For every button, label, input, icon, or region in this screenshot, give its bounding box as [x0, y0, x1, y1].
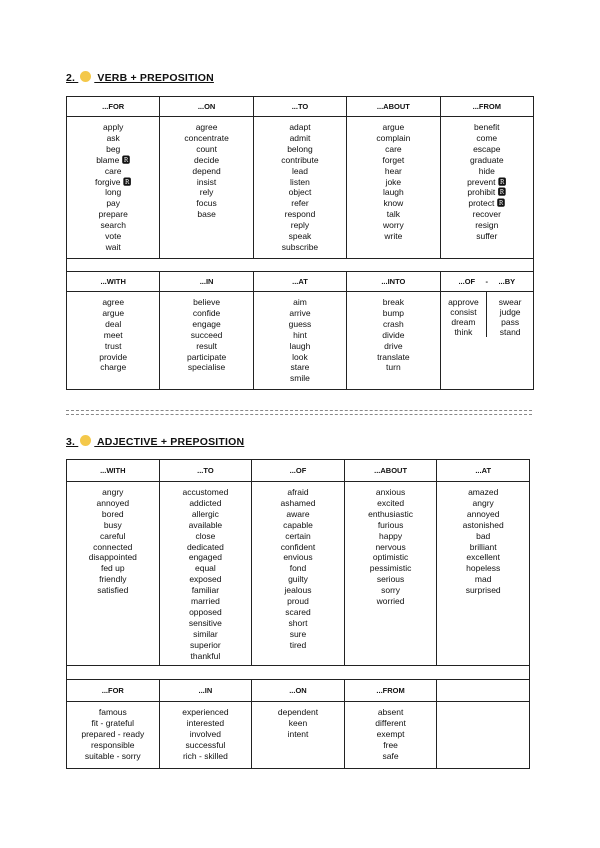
list-item: suffer: [476, 231, 498, 242]
list-item: aim: [293, 297, 307, 307]
list-item: bad: [476, 530, 491, 541]
list-item: engage: [192, 318, 221, 329]
word-list: [253, 292, 346, 390]
split-word-list: [440, 292, 533, 390]
column-header: ...IN: [159, 680, 252, 702]
list-item: insist: [196, 176, 217, 187]
list-item: apply: [103, 122, 124, 132]
list-item: admit: [289, 132, 311, 143]
list-item: responsible: [91, 739, 135, 750]
list-item: protect 🆁: [468, 198, 506, 209]
word-list: [252, 482, 345, 666]
list-item: friendly: [99, 574, 127, 585]
list-item: benefit: [474, 122, 500, 132]
list-item: long: [105, 187, 122, 198]
list-item: pay: [106, 198, 121, 209]
word-list: [67, 482, 160, 666]
column-header: ...ABOUT: [344, 460, 437, 482]
list-item: dedicated: [186, 541, 224, 552]
list-item: certain: [285, 530, 311, 541]
list-item: busy: [103, 519, 122, 530]
list-item: drive: [384, 340, 403, 351]
list-item: disappointed: [88, 552, 137, 563]
list-item: opposed: [189, 606, 222, 617]
list-item: consist: [450, 307, 477, 317]
word-list: [252, 702, 345, 769]
word-list: [67, 702, 160, 769]
table-gap-row: [67, 259, 534, 272]
list-item: hear: [384, 165, 402, 176]
list-item: hide: [478, 165, 495, 176]
list-item: allergic: [191, 508, 219, 519]
list-item: available: [188, 519, 223, 530]
list-item: close: [195, 530, 216, 541]
list-item: different: [375, 717, 406, 728]
word-list: [160, 117, 253, 259]
list-item: prepared - ready: [81, 728, 145, 739]
list-item: safe: [382, 750, 399, 761]
list-item: prohibit 🆁: [467, 187, 507, 198]
word-list: [440, 117, 533, 259]
list-item: brilliant: [469, 541, 497, 552]
list-item: dream: [451, 317, 476, 327]
list-item: care: [385, 143, 402, 154]
word-list: [347, 117, 440, 259]
word-list-of: [441, 292, 487, 337]
list-item: depend: [192, 165, 221, 176]
column-header: ...FOR: [67, 97, 160, 117]
table-list-row: [67, 292, 534, 390]
list-item: thankful: [190, 650, 221, 661]
section-number: 3. ADJECTIVE + PREPOSITION: [66, 436, 245, 448]
list-item: anxious: [375, 487, 406, 497]
list-item: tired: [289, 639, 307, 650]
list-item: participate: [186, 351, 227, 362]
column-header: ...IN: [160, 272, 253, 292]
word-list: [160, 292, 253, 390]
column-header-empty: [437, 680, 530, 702]
list-item: specialise: [187, 362, 226, 373]
list-item: absent: [377, 707, 404, 717]
list-item: intent: [287, 728, 309, 739]
list-item: mad: [474, 574, 492, 585]
list-item: respond: [284, 209, 316, 220]
list-item: agree: [102, 297, 125, 307]
list-item: prevent 🆁: [467, 176, 507, 187]
word-list: [253, 117, 346, 259]
column-header: ...ON: [252, 680, 345, 702]
list-item: afraid: [287, 487, 309, 497]
list-item: amazed: [468, 487, 499, 497]
column-header: ...ABOUT: [347, 97, 440, 117]
list-item: guilty: [288, 574, 308, 585]
list-item: swear: [498, 297, 522, 307]
list-item: exposed: [189, 574, 222, 585]
list-item: capable: [283, 519, 313, 530]
list-item: focus: [196, 198, 217, 209]
list-item: rely: [199, 187, 214, 198]
flower-icon: [80, 71, 91, 82]
list-item: argue: [102, 307, 125, 318]
verb-preposition-table: [66, 96, 534, 390]
column-header: ...TO: [159, 460, 252, 482]
table-header-row: [67, 272, 534, 292]
list-item: rich - skilled: [182, 750, 228, 761]
list-item: argue: [382, 122, 405, 132]
spacer: [67, 666, 530, 680]
list-item: forget: [382, 154, 405, 165]
verb-section-title: [66, 71, 214, 84]
table-header-row: [67, 460, 530, 482]
list-item: ask: [106, 132, 120, 143]
list-item: angry: [102, 487, 124, 497]
list-item: recover: [472, 209, 501, 220]
list-item: look: [292, 351, 308, 362]
column-header: ...WITH: [67, 272, 160, 292]
column-header: ...FOR: [67, 680, 160, 702]
list-item: stand: [499, 327, 521, 337]
list-item: suitable - sorry: [84, 750, 141, 761]
list-item: speak: [288, 231, 312, 242]
list-item: sensitive: [188, 617, 222, 628]
list-item: guess: [288, 318, 312, 329]
column-header: ...INTO: [347, 272, 440, 292]
list-item: joke: [385, 176, 402, 187]
list-item: meet: [103, 329, 123, 340]
list-item: hint: [293, 329, 307, 340]
list-item: surprised: [465, 585, 501, 596]
list-item: know: [383, 198, 404, 209]
list-item: fit - grateful: [91, 717, 135, 728]
list-item: concentrate: [184, 132, 229, 143]
list-item: deal: [105, 318, 122, 329]
list-item: similar: [193, 628, 218, 639]
list-item: worried: [376, 596, 405, 607]
list-item: graduate: [470, 154, 504, 165]
list-item: free: [383, 739, 398, 750]
list-item: angry: [472, 497, 494, 508]
list-item: happy: [378, 530, 403, 541]
list-item: write: [384, 231, 403, 242]
list-item: care: [104, 165, 122, 176]
list-item: think: [454, 327, 473, 337]
table-list-row: [67, 702, 530, 769]
list-item: prepare: [98, 209, 128, 220]
list-item: bored: [101, 508, 124, 519]
list-item: lead: [291, 165, 309, 176]
list-item: adapt: [289, 122, 311, 132]
list-item: experienced: [182, 707, 229, 717]
column-header: ...WITH: [67, 460, 160, 482]
table-list-row: [67, 117, 534, 259]
list-item: connected: [93, 541, 133, 552]
list-item: nervous: [375, 541, 406, 552]
list-item: envious: [283, 552, 313, 563]
list-item: successful: [185, 739, 226, 750]
list-item: pessimistic: [369, 563, 412, 574]
list-item: wait: [105, 241, 121, 252]
list-item: decide: [194, 154, 220, 165]
list-item: familiar: [191, 585, 220, 596]
list-item: furious: [377, 519, 404, 530]
adjective-preposition-table: [66, 459, 530, 769]
list-item: jealous: [284, 585, 312, 596]
list-item: confide: [192, 307, 221, 318]
list-item: trust: [104, 340, 122, 351]
word-list: [159, 482, 252, 666]
list-item: involved: [189, 728, 221, 739]
list-item: pass: [501, 317, 520, 327]
list-item: sorry: [381, 585, 401, 596]
list-item: belong: [287, 143, 313, 154]
list-item: excellent: [466, 552, 500, 563]
list-item: stare: [290, 362, 310, 373]
list-item: base: [197, 209, 216, 220]
list-item: escape: [473, 143, 501, 154]
list-item: satisfied: [97, 585, 129, 596]
list-item: judge: [499, 307, 521, 317]
list-item: forgive 🆁: [95, 176, 132, 187]
column-header: ...AT: [437, 460, 530, 482]
list-item: laugh: [289, 340, 311, 351]
adjective-section-title: [66, 435, 244, 448]
flower-icon: [80, 435, 91, 446]
list-item: careful: [100, 530, 126, 541]
list-item: addicted: [189, 497, 222, 508]
list-item: translate: [377, 351, 410, 362]
list-item: married: [190, 596, 220, 607]
list-item: arrive: [289, 307, 311, 318]
split-columns: [441, 292, 533, 337]
column-header: ...OF: [252, 460, 345, 482]
list-item: vote: [105, 231, 122, 242]
list-item: blame 🆁: [96, 154, 131, 165]
list-item: proud: [287, 596, 309, 607]
spacer: [67, 259, 534, 272]
list-item: complain: [376, 132, 411, 143]
list-item: resign: [475, 220, 499, 231]
list-item: bump: [382, 307, 404, 318]
list-item: talk: [386, 209, 400, 220]
list-item: listen: [290, 176, 310, 187]
list-item: contribute: [281, 154, 319, 165]
list-item: ashamed: [280, 497, 316, 508]
list-item: divide: [382, 329, 405, 340]
list-item: crash: [382, 318, 404, 329]
list-item: break: [382, 297, 404, 307]
list-item: fond: [289, 563, 307, 574]
list-item: annoyed: [466, 508, 500, 519]
list-item: agree: [195, 122, 218, 132]
word-list: [67, 292, 160, 390]
list-item: smile: [290, 373, 310, 384]
list-item: object: [288, 187, 312, 198]
table-header-row: [67, 97, 534, 117]
column-header: ...TO: [253, 97, 346, 117]
list-item: worry: [382, 220, 404, 231]
list-item: exempt: [376, 728, 405, 739]
list-item: beg: [106, 143, 121, 154]
list-item: subscribe: [281, 241, 319, 252]
table-list-row: [67, 482, 530, 666]
section-number: 2. VERB + PREPOSITION: [66, 72, 214, 84]
word-list: [67, 117, 160, 259]
list-item: engaged: [188, 552, 222, 563]
list-item: equal: [194, 563, 216, 574]
list-item: dependent: [277, 707, 319, 717]
list-item: reply: [290, 220, 310, 231]
column-header: ...OF - ...BY: [440, 272, 533, 292]
list-item: short: [288, 617, 308, 628]
list-item: optimistic: [372, 552, 409, 563]
word-list-by: [486, 292, 533, 337]
word-list-empty: [437, 702, 530, 769]
list-item: confident: [280, 541, 316, 552]
column-header: ...FROM: [440, 97, 533, 117]
list-item: fed up: [100, 563, 125, 574]
list-item: count: [196, 143, 217, 154]
column-header: ...ON: [160, 97, 253, 117]
list-item: famous: [98, 707, 127, 717]
list-item: succeed: [190, 329, 223, 340]
list-item: charge: [100, 362, 127, 373]
list-item: excited: [377, 497, 405, 508]
table-gap-row: [67, 666, 530, 680]
list-item: believe: [193, 297, 221, 307]
word-list: [437, 482, 530, 666]
list-item: astonished: [462, 519, 504, 530]
list-item: approve: [448, 297, 479, 307]
list-item: interested: [186, 717, 225, 728]
list-item: turn: [386, 362, 401, 373]
word-list: [347, 292, 440, 390]
list-item: sure: [289, 628, 307, 639]
list-item: accustomed: [182, 487, 229, 497]
word-list: [344, 702, 437, 769]
list-item: serious: [376, 574, 405, 585]
list-item: annoyed: [96, 497, 130, 508]
list-item: come: [476, 132, 498, 143]
list-item: laugh: [382, 187, 404, 198]
word-list: [159, 702, 252, 769]
section-divider: [66, 410, 532, 415]
table-header-row: [67, 680, 530, 702]
list-item: search: [100, 220, 126, 231]
column-header: ...AT: [253, 272, 346, 292]
list-item: scared: [285, 606, 311, 617]
list-item: enthusiastic: [368, 508, 414, 519]
list-item: provide: [99, 351, 128, 362]
list-item: refer: [291, 198, 309, 209]
list-item: superior: [190, 639, 221, 650]
list-item: aware: [286, 508, 310, 519]
list-item: keen: [288, 717, 308, 728]
list-item: result: [196, 340, 217, 351]
word-list: [344, 482, 437, 666]
list-item: hopeless: [466, 563, 501, 574]
column-header: ...FROM: [344, 680, 437, 702]
